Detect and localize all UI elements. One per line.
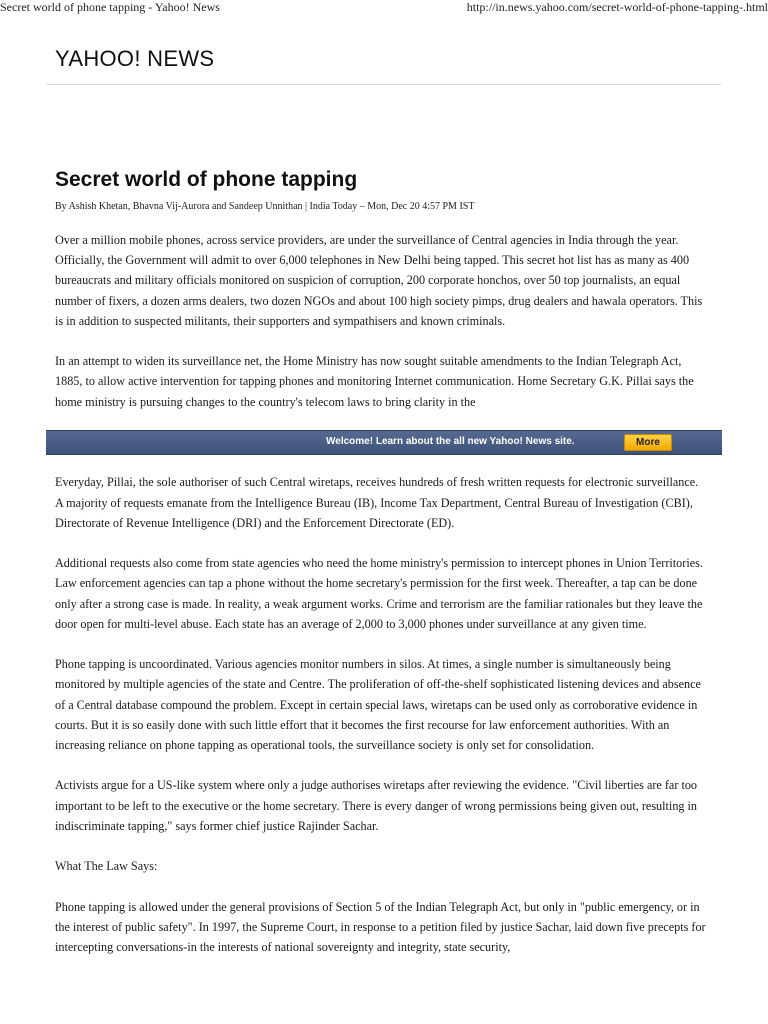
more-button[interactable]: More — [624, 434, 672, 451]
print-header-url: http://in.news.yahoo.com/secret-world-of-phone-tapping-.html — [466, 0, 768, 14]
print-header — [0, 0, 768, 14]
banner-spacer — [55, 412, 707, 432]
print-header-title: Secret world of phone tapping - Yahoo! News — [0, 0, 220, 14]
article-paragraph: Additional requests also come from state agencies who need the home ministry's permission to intercept phones in Union Territories. Law enforcement agencies can tap a phone without the home secretary's permission for the first week. Thereafter, a tap can be done only after a strong case is made. In reality, a weak argument works. Crime and terrorism are the familiar rationales but they leave the door open for multi-level abuse. Each state has an average of 2,000 to 3,000 phones under surveillance at any given time. — [55, 556, 703, 631]
article-byline: By Ashish Khetan, Bhavna Vij-Aurora and Sandeep Unnithan | India Today – Mon, Dec 20 4:57 PM IST — [55, 201, 475, 212]
welcome-banner — [46, 430, 722, 455]
article-paragraph: Activists argue for a US-like system where only a judge authorises wiretaps after reviewing the evidence. "Civil liberties are far too important to be left to the executive or the home secretary. There is every danger of wrong permissions being given out, resulting in indiscriminate tapping," says former chief justice Rajinder Sachar. — [55, 778, 698, 833]
article-headline: Secret world of phone tapping — [55, 168, 358, 191]
article-paragraph: Everyday, Pillai, the sole authoriser of such Central wiretaps, receives hundreds of fresh written requests for electronic surveillance. A majority of requests emanate from the Intelligence Bureau (IB), Income Tax Department, Central Bureau of Investigation (CBI), Directorate of Revenue Intelligence (DRI) and the Enforcement Directorate (ED). — [55, 475, 699, 530]
header-divider — [46, 84, 721, 85]
article-paragraph: Phone tapping is allowed under the general provisions of Section 5 of the Indian Telegraph Act, but only in "public emergency, or in the interest of public safety". In 1997, the Supreme Court, in response to a petition filed by justice Sachar, laid down five precepts for intercepting conversations-in the interests of national sovereignty and integrity, state security, — [55, 899, 706, 954]
yahoo-news-logo[interactable]: YAHOO! NEWS — [55, 46, 215, 71]
article-paragraph: Over a million mobile phones, across service providers, are under the surveillance of Central agencies in India through the year. Officially, the Government will admit to over 6,000 telephones in New Delhi being tapped. This secret hot list has as many as 400 bureaucrats and military officials monitored on suspicion of corruption, 200 corporate honchos, over 50 top journalists, an equal number of fixers, a dozen arms dealers, two dozen NGOs and about 100 high society pimps, drug dealers and hawala operators. This is in addition to suspected militants, their supporters and sympathisers and known criminals. — [55, 233, 703, 328]
article-paragraph: In an attempt to widen its surveillance net, the Home Ministry has now sought suitable amendments to the Indian Telegraph Act, 1885, to allow active intervention for tapping phones and monitoring Internet communication. Home Secretary G.K. Pillai says the home ministry is pursuing changes to the country's telecom laws to bring clarity in the — [55, 354, 694, 409]
article-subheading: What The Law Says: — [55, 859, 158, 874]
banner-message: Welcome! Learn about the all new Yahoo! News site. — [326, 436, 575, 447]
article-body — [55, 230, 707, 977]
article-paragraph: Phone tapping is uncoordinated. Various agencies monitor numbers in silos. At times, a single number is simultaneously being monitored by multiple agencies of the state and Centre. The proliferation of off-the-shelf sophisticated listening devices and absence of a Central database compound the problem. Except in certain special laws, wiretaps can be used only as corroborative evidence in courts. But it is so easily done with such little effort that it becomes the first recourse for law enforcement authorities. With an increasing reliance on phone tapping as operational tools, the surveillance society is only set for consolidation. — [55, 657, 701, 752]
